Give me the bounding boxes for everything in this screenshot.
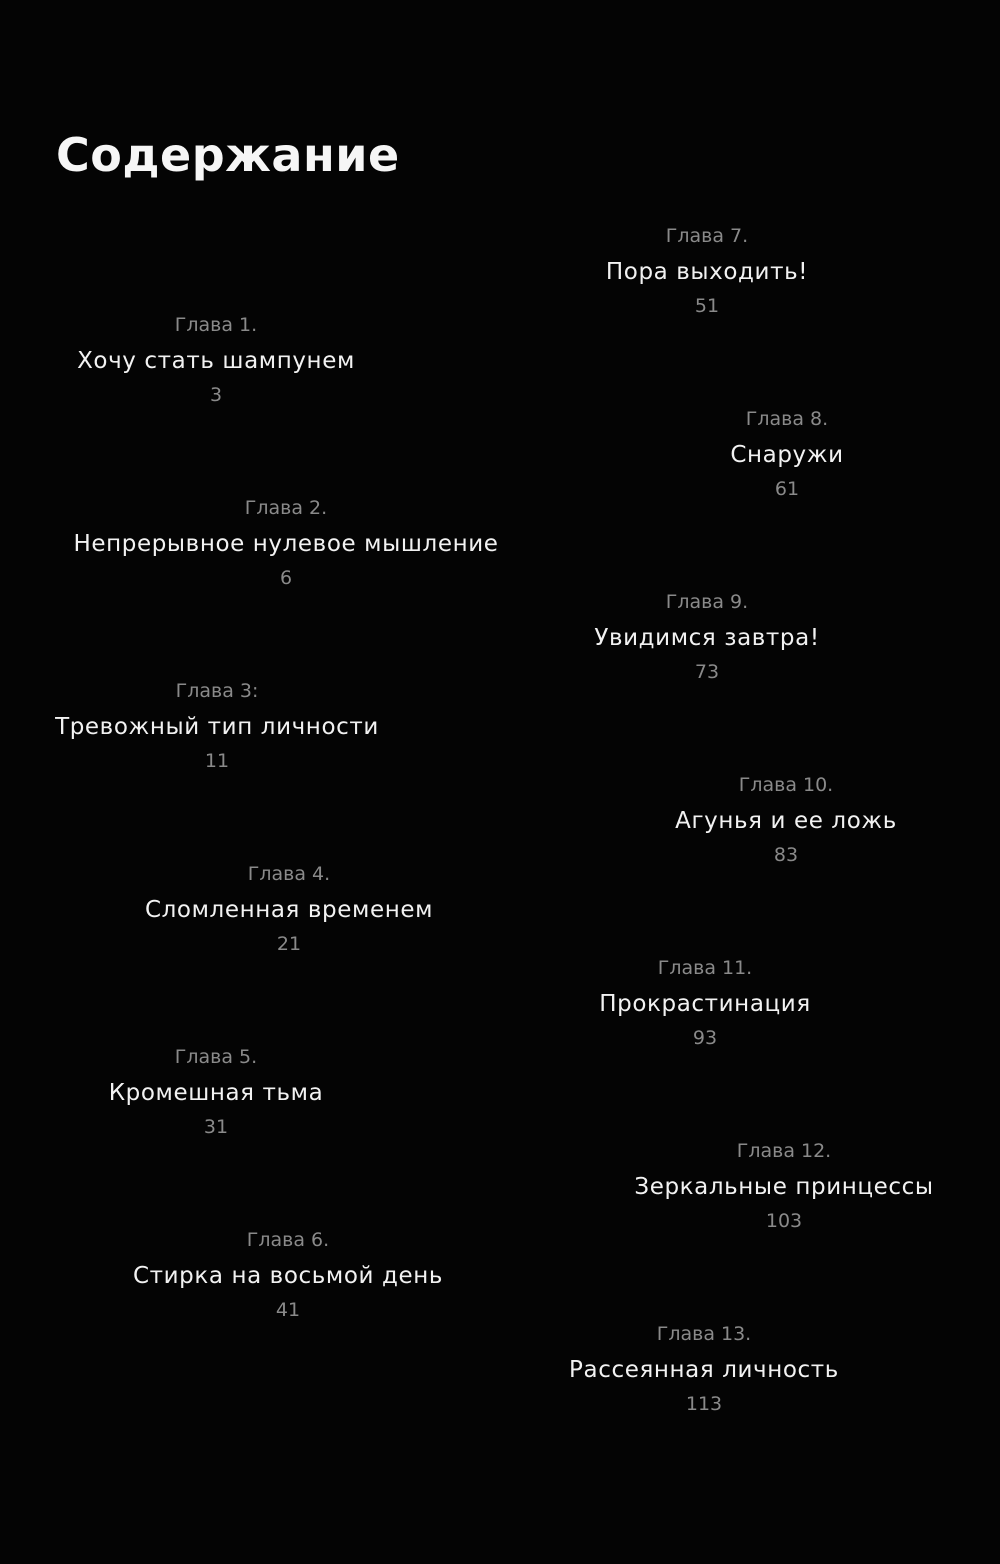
chapter-title: Непрерывное нулевое мышление <box>73 531 499 557</box>
toc-entry-10[interactable] <box>536 772 1000 868</box>
chapter-page-number: 51 <box>694 295 720 317</box>
chapter-label: Глава 9. <box>665 591 749 613</box>
toc-entry-1[interactable] <box>0 312 466 408</box>
chapter-title: Тревожный тип личности <box>55 714 379 740</box>
chapter-title: Прокрастинация <box>599 991 811 1017</box>
chapter-title: Снаружи <box>730 442 844 468</box>
page-title: Содержание <box>56 128 400 182</box>
chapter-page-number: 21 <box>276 933 302 955</box>
toc-entry-9[interactable] <box>457 589 957 685</box>
chapter-title: Зеркальные принцессы <box>634 1174 934 1200</box>
chapter-label: Глава 4. <box>247 863 331 885</box>
toc-entry-7[interactable] <box>457 223 957 319</box>
chapter-label: Глава 8. <box>745 408 829 430</box>
chapter-label: Глава 3: <box>175 680 259 702</box>
chapter-page-number: 113 <box>685 1393 723 1415</box>
toc-entry-4[interactable] <box>39 861 539 957</box>
toc-entry-5[interactable] <box>0 1044 466 1140</box>
chapter-page-number: 103 <box>765 1210 803 1232</box>
chapter-page-number: 73 <box>694 661 720 683</box>
toc-entry-12[interactable] <box>534 1138 1000 1234</box>
chapter-label: Глава 7. <box>665 225 749 247</box>
chapter-label: Глава 5. <box>174 1046 258 1068</box>
chapter-page-number: 31 <box>203 1116 229 1138</box>
chapter-title: Увидимся завтра! <box>594 625 820 651</box>
chapter-title: Агунья и ее ложь <box>675 808 897 834</box>
chapter-page-number: 6 <box>279 567 293 589</box>
chapter-title: Стирка на восьмой день <box>132 1263 444 1289</box>
toc-entry-8[interactable] <box>537 406 1000 502</box>
toc-entry-2[interactable] <box>36 495 536 591</box>
chapter-label: Глава 12. <box>736 1140 832 1162</box>
toc-entry-11[interactable] <box>455 955 955 1051</box>
chapter-page-number: 93 <box>692 1027 718 1049</box>
chapter-title: Пора выходить! <box>605 259 809 285</box>
chapter-page-number: 3 <box>209 384 223 406</box>
chapter-label: Глава 13. <box>656 1323 752 1345</box>
chapter-title: Рассеянная личность <box>569 1357 839 1383</box>
chapter-page-number: 11 <box>204 750 230 772</box>
chapter-page-number: 83 <box>773 844 799 866</box>
chapter-label: Глава 2. <box>244 497 328 519</box>
chapter-label: Глава 6. <box>246 1229 330 1251</box>
chapter-page-number: 41 <box>275 1299 301 1321</box>
toc-entry-6[interactable] <box>38 1227 538 1323</box>
chapter-label: Глава 1. <box>174 314 258 336</box>
toc-entry-13[interactable] <box>454 1321 954 1417</box>
chapter-title: Сломленная временем <box>144 897 434 923</box>
chapter-title: Хочу стать шампунем <box>77 348 355 374</box>
chapter-title: Кромешная тьма <box>108 1080 324 1106</box>
chapter-page-number: 61 <box>774 478 800 500</box>
chapter-label: Глава 10. <box>738 774 834 796</box>
chapter-label: Глава 11. <box>657 957 753 979</box>
toc-entry-3[interactable] <box>0 678 467 774</box>
